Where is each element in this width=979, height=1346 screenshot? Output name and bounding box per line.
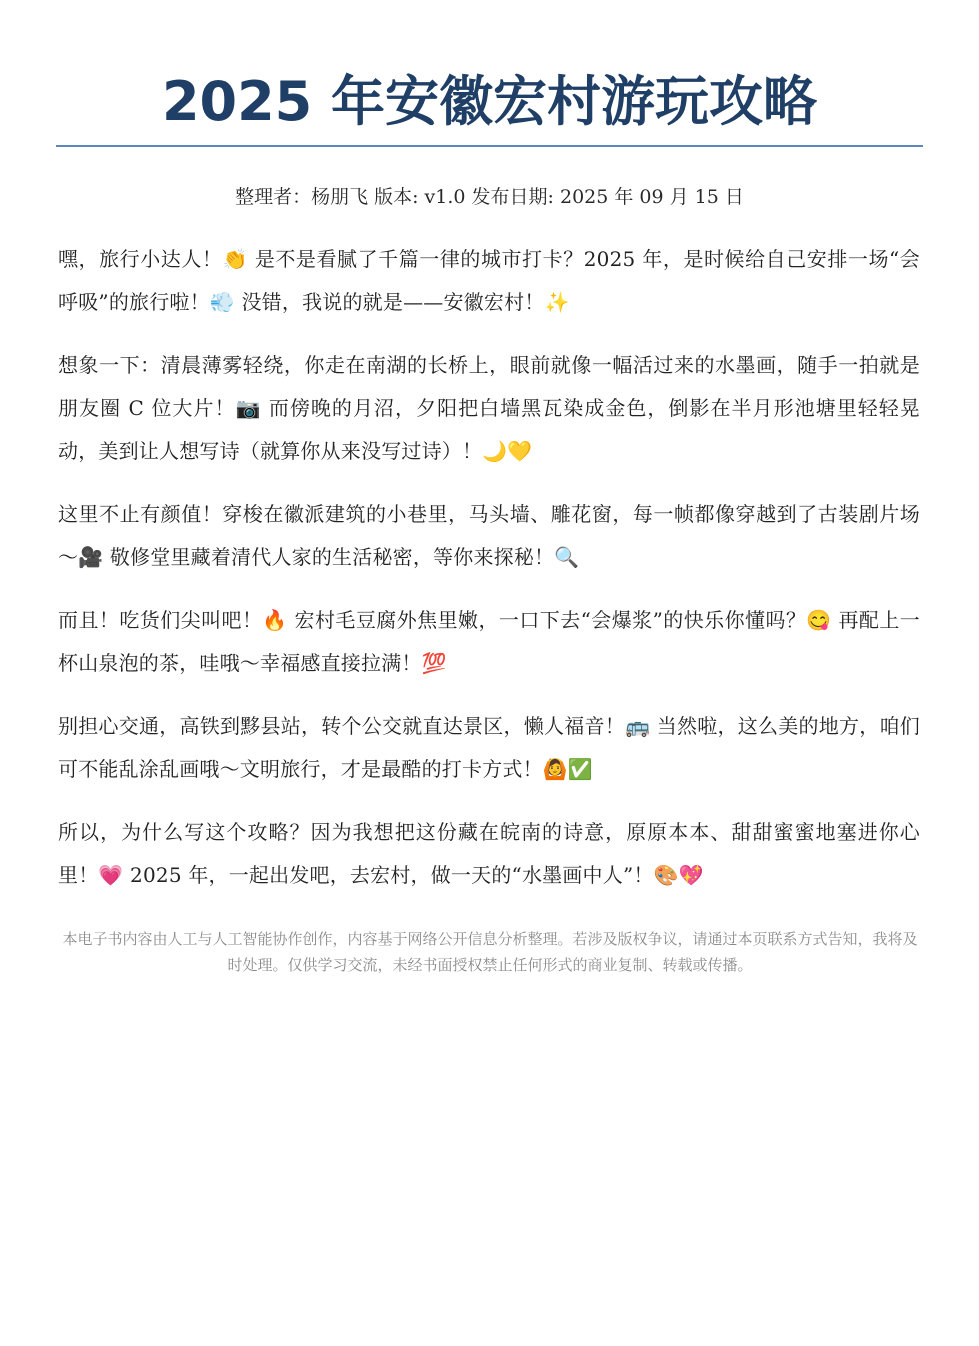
document-body (58, 238, 920, 917)
copyright-disclaimer: 本电子书内容由人工与人工智能协作创作，内容基于网络公开信息分析整理。若涉及版权争议，请通过本页联系方式告知，我将及时处理。仅供学习交流，未经书面授权禁止任何形式的商业复制、转载或传播。 (62, 930, 918, 974)
paragraph-food: 而且！吃货们尖叫吧！🔥 宏村毛豆腐外焦里嫩，一口下去“会爆浆”的快乐你懂吗？😋 再配上一杯山泉泡的茶，哇哦～幸福感直接拉满！💯 (58, 608, 920, 675)
paragraph-scenery: 想象一下：清晨薄雾轻绕，你走在南湖的长桥上，眼前就像一幅活过来的水墨画，随手一拍就是朋友圈 C 位大片！📷 而傍晚的月沼，夕阳把白墙黑瓦染成金色，倒影在半月形池塘里轻轻晃动，美到让人想写诗（就算你从来没写过诗）！🌙💛 (58, 353, 920, 463)
document-title: 2025 年安徽宏村游玩攻略 (161, 70, 818, 133)
paragraph-architecture: 这里不止有颜值！穿梭在徽派建筑的小巷里，马头墙、雕花窗，每一帧都像穿越到了古装剧片场～🎥 敬修堂里藏着清代人家的生活秘密，等你来探秘！🔍 (58, 502, 920, 569)
paragraph-transport: 别担心交通，高铁到黟县站，转个公交就直达景区，懒人福音！🚌 当然啦，这么美的地方，咱们可不能乱涂乱画哦～文明旅行，才是最酷的打卡方式！🙆✅ (58, 714, 920, 781)
paragraph-conclusion: 所以，为什么写这个攻略？因为我想把这份藏在皖南的诗意，原原本本、甜甜蜜蜜地塞进你心里！💗 2025 年，一起出发吧，去宏村，做一天的“水墨画中人”！🎨💖 (58, 820, 920, 887)
paragraph-intro: 嘿，旅行小达人！👏 是不是看腻了千篇一律的城市打卡？2025 年，是时候给自己安排一场“会呼吸”的旅行啦！💨 没错，我说的就是——安徽宏村！✨ (58, 247, 920, 314)
document-meta: 整理者：杨朋飞 版本: v1.0 发布日期: 2025 年 09 月 15 日 (235, 186, 744, 208)
title-divider (56, 145, 923, 147)
